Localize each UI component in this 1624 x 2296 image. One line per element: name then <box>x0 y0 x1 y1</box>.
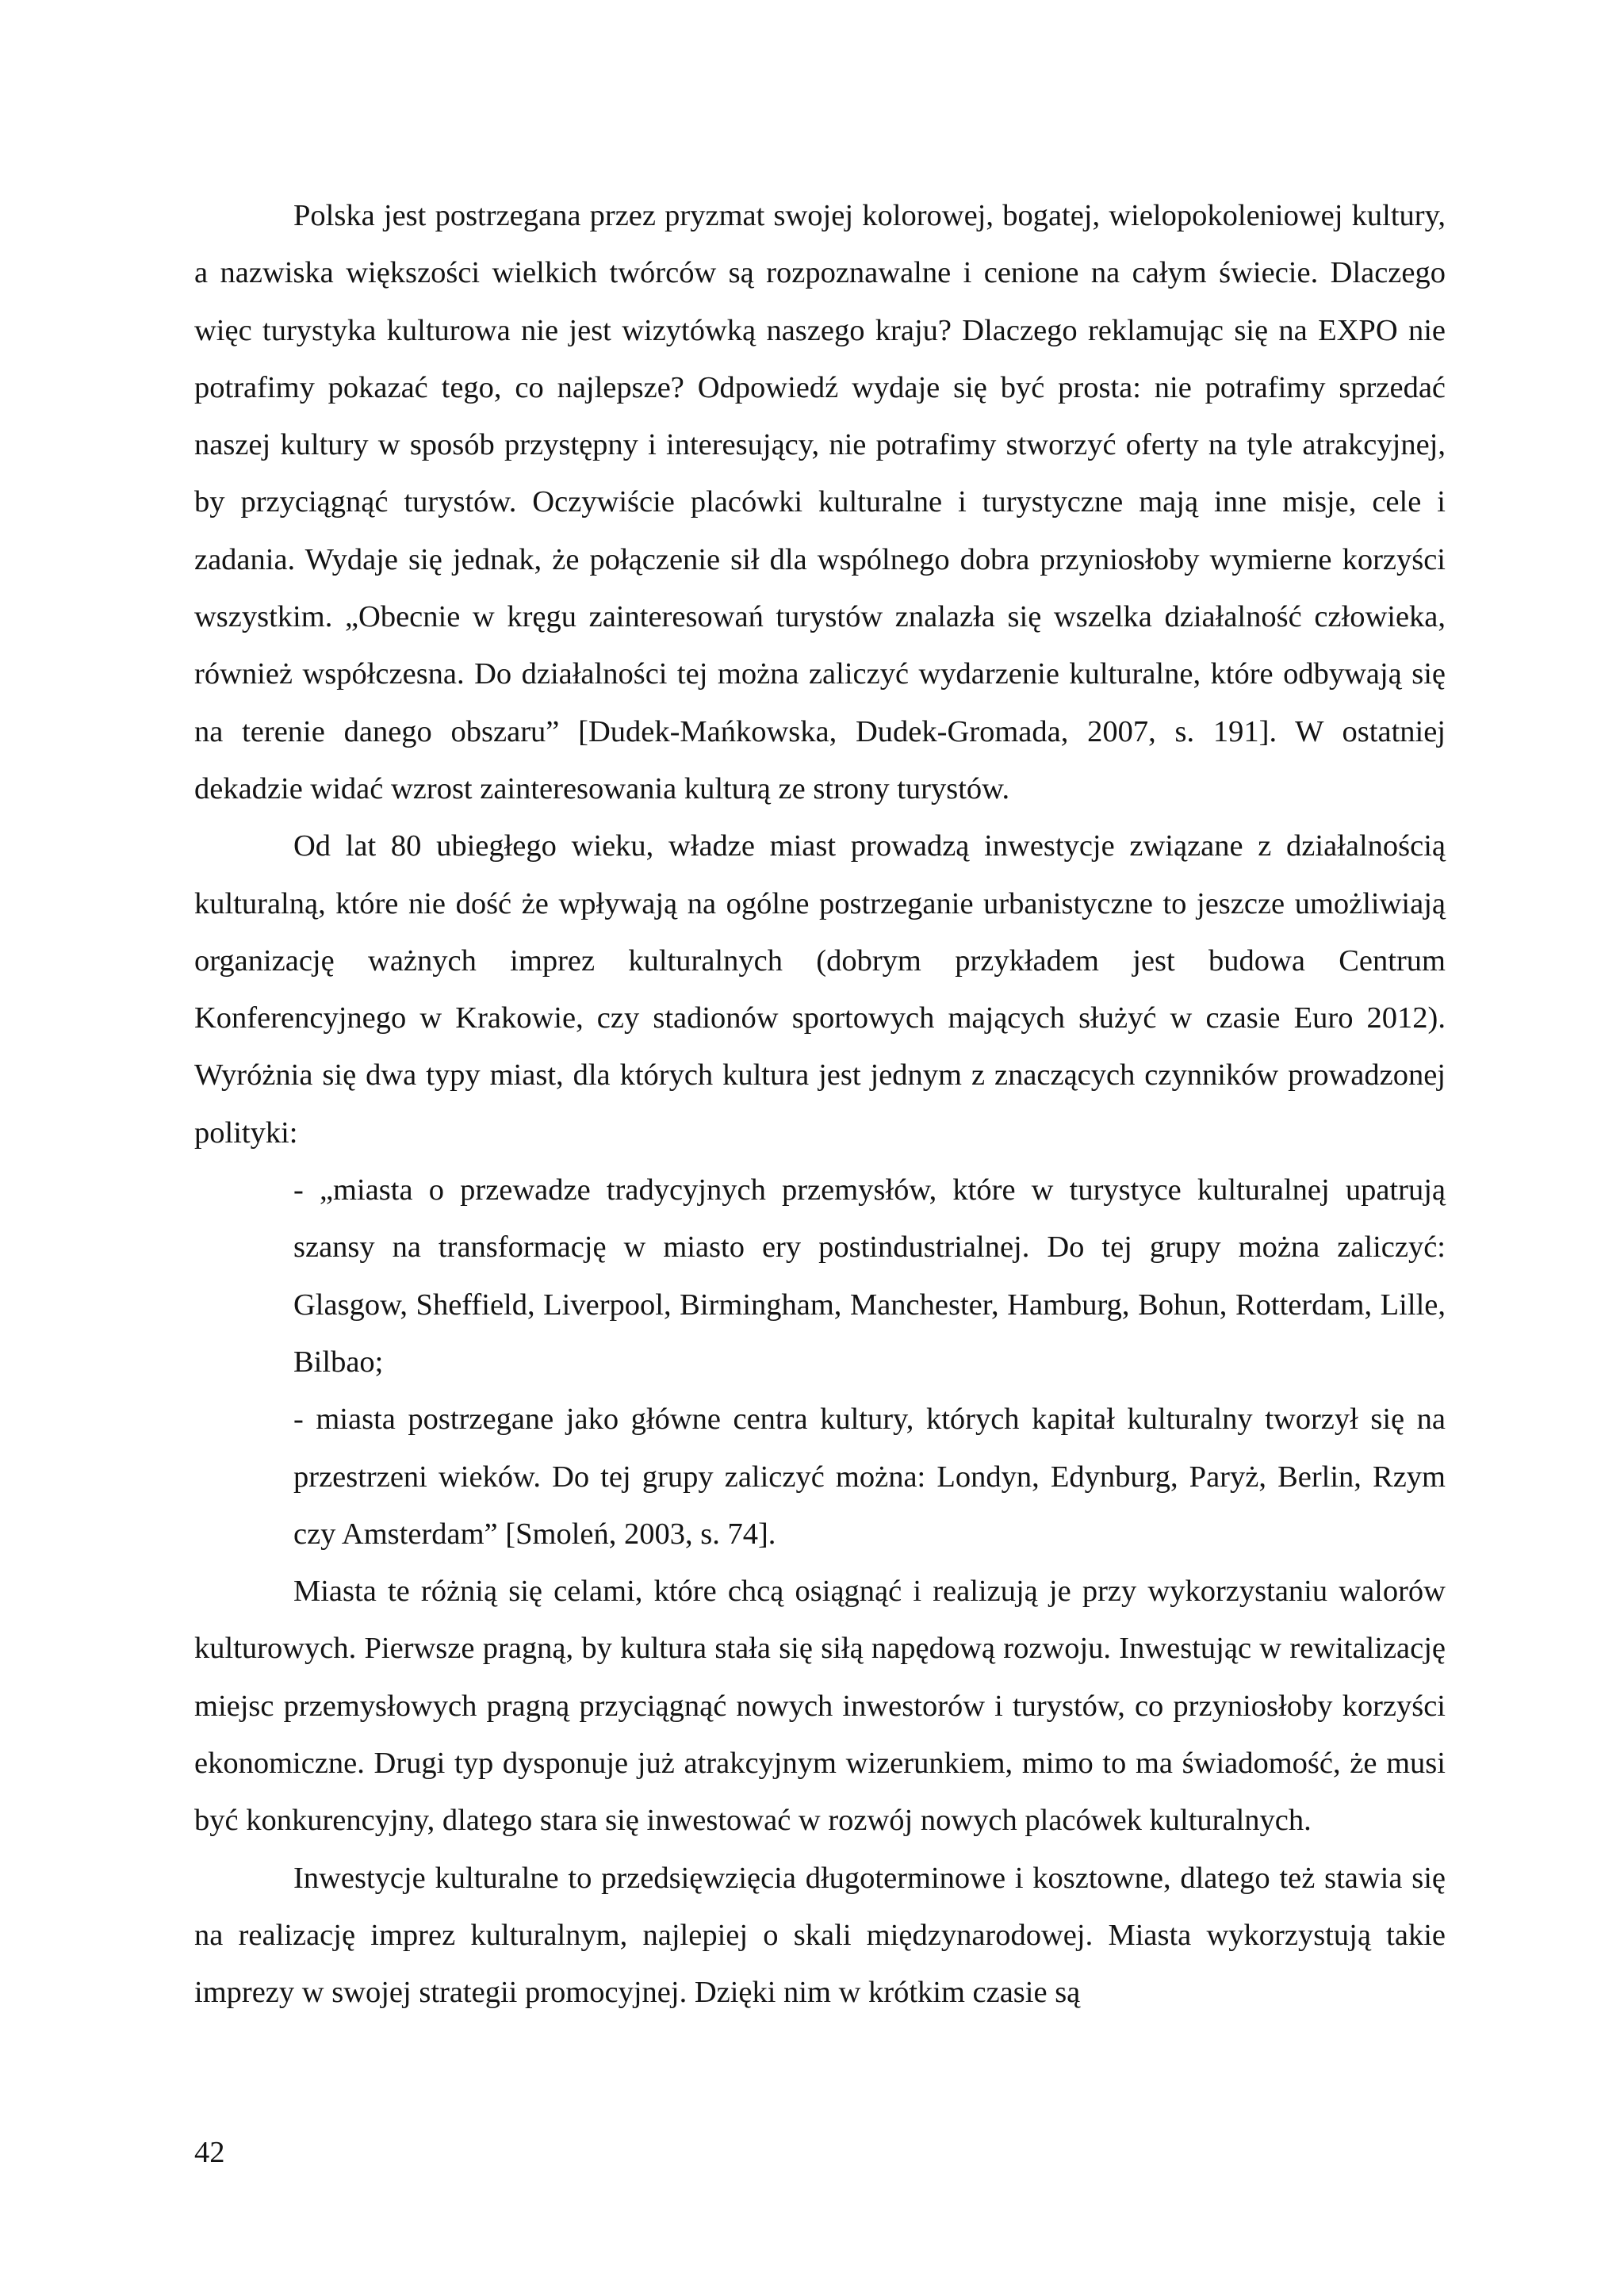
quoted-list-item-2: - miasta postrzegane jako główne centra kultury, których kapitał kulturalny tworzył się na przestrzeni wieków. Do tej grupy zaliczyć można: Londyn, Edynburg, Paryż, Berlin, Rzym czy Amsterdam” [Smoleń, 2003, s. 74]. <box>293 1402 1446 1551</box>
paragraph-4: Inwestycje kulturalne to przedsięwzięcia długoterminowe i kosztowne, dlatego też stawia się na realizację imprez kulturalnym, najlepiej o skali międzynarodowej. Miasta wykorzystują takie imprezy w swojej strategii promocyjnej. Dzięki nim w krótkim czasie są <box>194 1861 1446 2010</box>
quoted-list-item-1: - „miasta o przewadze tradycyjnych przemysłów, które w turystyce kulturalnej upatrują szansy na transformację w miasto ery postindustrialnej. Do tej grupy można zaliczyć: Glasgow, Sheffield, Liverpool, Birmingham, Manchester, Hamburg, Bohun, Rotterdam, Lille, Bilbao; <box>293 1173 1446 1379</box>
paragraph-2: Od lat 80 ubiegłego wieku, władze miast prowadzą inwestycje związane z działalnością kulturalną, które nie dość że wpływają na ogólne postrzeganie urbanistyczne to jeszcze umożliwiają organizację ważnych imprez kulturalnych (dobrym przykładem jest budowa Centrum Konferencyjnego w Krakowie, czy stadionów sportowych mających służyć w czasie Euro 2012). Wyróżnia się dwa typy miast, dla których kultura jest jednym z znaczących czynników prowadzonej polityki: <box>194 829 1446 1150</box>
paragraph-1: Polska jest postrzegana przez pryzmat swojej kolorowej, bogatej, wielopokoleniowej kultury, a nazwiska większości wielkich twórców są rozpoznawalne i cenione na całym świecie. Dlaczego więc turystyka kulturowa nie jest wizytówką naszego kraju? Dlaczego reklamując się na EXPO nie potrafimy pokazać tego, co najlepsze? Odpowiedź wydaje się być prosta: nie potrafimy sprzedać naszej kultury w sposób przystępny i interesujący, nie potrafimy stworzyć oferty na tyle atrakcyjnej, by przyciągnąć turystów. Oczywiście placówki kulturalne i turystyczne mają inne misje, cele i zadania. Wydaje się jednak, że połączenie sił dla wspólnego dobra przyniosłoby wymierne korzyści wszystkim. „Obecnie w kręgu zainteresowań turystów znalazła się wszelka działalność człowieka, również współczesna. Do działalności tej można zaliczyć wydarzenie kulturalne, które odbywają się na terenie danego obszaru” [Dudek-Mańkowska, Dudek-Gromada, 2007, s. 191]. W ostatniej dekadzie widać wzrost zainteresowania kulturą ze strony turystów. <box>194 199 1446 806</box>
body-text <box>194 187 1446 2022</box>
paragraph-3: Miasta te różnią się celami, które chcą osiągnąć i realizują je przy wykorzystaniu walorów kulturowych. Pierwsze pragną, by kultura stała się siłą napędową rozwoju. Inwestując w rewitalizację miejsc przemysłowych pragną przyciągnąć nowych inwestorów i turystów, co przyniosłoby korzyści ekonomiczne. Drugi typ dysponuje już atrakcyjnym wizerunkiem, mimo to ma świadomość, że musi być konkurencyjny, dlatego stara się inwestować w rozwój nowych placówek kulturalnych. <box>194 1575 1446 1838</box>
page-number: 42 <box>194 2136 225 2169</box>
